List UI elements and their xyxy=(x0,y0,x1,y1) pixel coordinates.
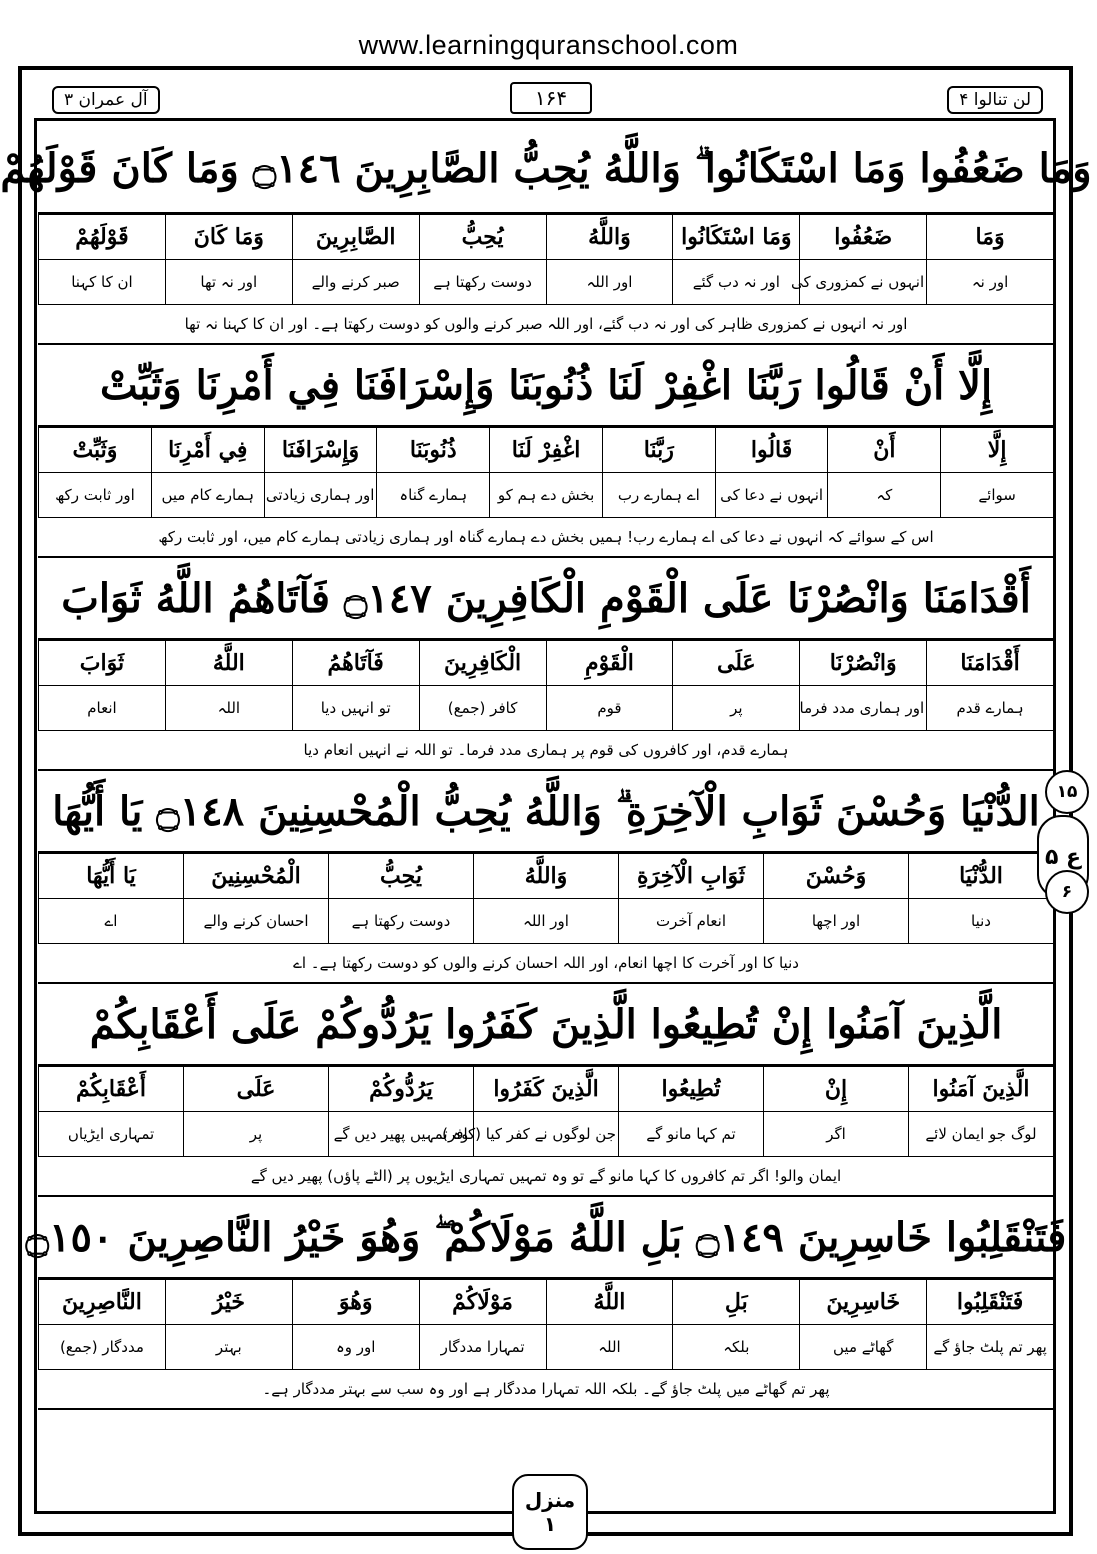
manzil-label: منزل xyxy=(524,1488,576,1512)
para-name: لن تنالوا ۴ xyxy=(947,86,1043,114)
urdu-word: جن لوگوں نے کفر کیا (کافر) xyxy=(474,1112,619,1157)
arabic-word: وَمَا كَانَ xyxy=(165,215,292,260)
arabic-word: خَيْرُ xyxy=(165,1280,292,1325)
manzil-number: ۱ xyxy=(543,1512,557,1536)
urdu-word: مددگار (جمع) xyxy=(39,1325,166,1370)
arabic-word: أَقْدَامَنَا xyxy=(927,641,1054,686)
word-translation-table xyxy=(38,214,1054,305)
arabic-word: وَهُوَ xyxy=(292,1280,419,1325)
arabic-word: اللَّهُ xyxy=(165,641,292,686)
urdu-word: ہمارے گناہ xyxy=(377,473,490,518)
arabic-word: وَاللَّهُ xyxy=(546,215,673,260)
urdu-word: تمہارا مددگار xyxy=(419,1325,546,1370)
urdu-words-row xyxy=(39,1325,1054,1370)
ayah-line: الَّذِينَ آمَنُوا إِنْ تُطِيعُوا الَّذِينَ كَفَرُوا يَرُدُّوكُمْ عَلَى أَعْقَابِكُمْ xyxy=(38,984,1054,1066)
urdu-word: انہوں نے دعا کی xyxy=(715,473,828,518)
arabic-word: ضَعُفُوا xyxy=(800,215,927,260)
arabic-word: الْكَافِرِينَ xyxy=(419,641,546,686)
urdu-word: صبر کرنے والے xyxy=(292,260,419,305)
arabic-word: الْقَوْمِ xyxy=(546,641,673,686)
arabic-word: رَبَّنَا xyxy=(602,428,715,473)
urdu-word: اور نہ دب گئے xyxy=(673,260,800,305)
arabic-word: قَوْلَهُمْ xyxy=(39,215,166,260)
arabic-word: الصَّابِرِينَ xyxy=(292,215,419,260)
arabic-word: وَانْصُرْنَا xyxy=(800,641,927,686)
arabic-word: يُحِبُّ xyxy=(329,854,474,899)
urdu-word: بلکہ xyxy=(673,1325,800,1370)
urdu-word: کافر (جمع) xyxy=(419,686,546,731)
arabic-word: ذُنُوبَنَا xyxy=(377,428,490,473)
urdu-word: دنیا xyxy=(909,899,1054,944)
urdu-word: سوائے xyxy=(941,473,1054,518)
arabic-word: وَحُسْنَ xyxy=(764,854,909,899)
urdu-word: پھر تم پلٹ جاؤ گے xyxy=(927,1325,1054,1370)
urdu-word: اور نہ تھا xyxy=(165,260,292,305)
word-translation-table xyxy=(38,1066,1054,1157)
arabic-word: وَمَا اسْتَكَانُوا xyxy=(673,215,800,260)
ayah-line: الدُّنْيَا وَحُسْنَ ثَوَابِ الْآخِرَةِ ۗ وَاللَّهُ يُحِبُّ الْمُحْسِنِينَ ۝١٤٨ يَا أَيُّهَا xyxy=(38,771,1054,853)
urdu-words-row xyxy=(39,260,1054,305)
urdu-words-row xyxy=(39,1112,1054,1157)
arabic-word: الَّذِينَ كَفَرُوا xyxy=(474,1067,619,1112)
arabic-words-row xyxy=(39,1280,1054,1325)
urdu-word: انہوں نے کمزوری کی xyxy=(800,260,927,305)
urdu-word: اور اللہ xyxy=(474,899,619,944)
arabic-word: وَإِسْرَافَنَا xyxy=(264,428,377,473)
arabic-word: أَعْقَابِكُمْ xyxy=(39,1067,184,1112)
urdu-word: انعام آخرت xyxy=(619,899,764,944)
urdu-words-row xyxy=(39,473,1054,518)
urdu-word: کہ xyxy=(828,473,941,518)
site-url: www.learningquranschool.com xyxy=(358,30,739,60)
urdu-word: اور ہماری زیادتی xyxy=(264,473,377,518)
arabic-word: فِي أَمْرِنَا xyxy=(151,428,264,473)
word-translation-table xyxy=(38,640,1054,731)
urdu-word: اور اچھا xyxy=(764,899,909,944)
translation-line: اور نہ انہوں نے کمزوری ظاہر کی اور نہ دب گئے، اور اللہ صبر کرنے والوں کو دوست رکھتا ہے۔ اور ان کا کہنا نہ تھا xyxy=(38,305,1054,345)
urdu-word: تم کہا مانو گے xyxy=(619,1112,764,1157)
urdu-word: قوم xyxy=(546,686,673,731)
ruku-count-bottom: ۶ xyxy=(1045,870,1089,914)
urdu-word: دوست رکھتا ہے xyxy=(419,260,546,305)
urdu-word: دوست رکھتا ہے xyxy=(329,899,474,944)
translation-line: اس کے سوائے کہ انہوں نے دعا کی اے ہمارے رب! ہمیں بخش دے ہمارے گناہ اور ہماری زیادتی ہمارے کام میں، اور ثابت رکھ xyxy=(38,518,1054,558)
translation-line: ہمارے قدم، اور کافروں کی قوم پر ہماری مدد فرما۔ تو اللہ نے انہیں انعام دیا xyxy=(38,731,1054,771)
word-translation-table xyxy=(38,427,1054,518)
urdu-word: اگر xyxy=(764,1112,909,1157)
urdu-word: اور نہ xyxy=(927,260,1054,305)
arabic-word: اغْفِرْ لَنَا xyxy=(490,428,603,473)
urdu-word: اور ہماری مدد فرما xyxy=(800,686,927,731)
arabic-word: فَتَنْقَلِبُوا xyxy=(927,1280,1054,1325)
arabic-word: الَّذِينَ آمَنُوا xyxy=(909,1067,1054,1112)
arabic-word: إِلَّا xyxy=(941,428,1054,473)
arabic-words-row xyxy=(39,1067,1054,1112)
arabic-word: اللَّهُ xyxy=(546,1280,673,1325)
arabic-word: الْمُحْسِنِينَ xyxy=(184,854,329,899)
urdu-word: تو انہیں دیا xyxy=(292,686,419,731)
arabic-word: أَنْ xyxy=(828,428,941,473)
ayah-line: وَمَا ضَعُفُوا وَمَا اسْتَكَانُوا ۗ وَاللَّهُ يُحِبُّ الصَّابِرِينَ ۝١٤٦ وَمَا كَانَ قَوْلَهُمْ xyxy=(38,124,1054,214)
arabic-word: وَمَا xyxy=(927,215,1054,260)
urdu-word: لوگ جو ایمان لائے xyxy=(909,1112,1054,1157)
urdu-word: پر xyxy=(184,1112,329,1157)
urdu-word: انعام xyxy=(39,686,166,731)
translation-line: ایمان والو! اگر تم کافروں کا کہا مانو گے تو وہ تمہیں تمہاری ایڑیوں پر (الٹے پاؤں) پھیر دیں گے xyxy=(38,1157,1054,1197)
arabic-word: قَالُوا xyxy=(715,428,828,473)
urdu-words-row xyxy=(39,686,1054,731)
urdu-word: اے xyxy=(39,899,184,944)
arabic-word: عَلَى xyxy=(184,1067,329,1112)
arabic-words-row xyxy=(39,854,1054,899)
manzil-marker xyxy=(512,1474,588,1550)
urdu-word: پر xyxy=(673,686,800,731)
translation-line: دنیا کا اور آخرت کا اچھا انعام، اور اللہ احسان کرنے والوں کو دوست رکھتا ہے۔ اے xyxy=(38,944,1054,984)
urdu-word: ہمارے کام میں xyxy=(151,473,264,518)
arabic-word: يَا أَيُّهَا xyxy=(39,854,184,899)
translation-line: پھر تم گھاٹے میں پلٹ جاؤ گے۔ بلکہ اللہ تمہارا مددگار ہے اور وہ سب سے بہتر مددگار ہے۔ xyxy=(38,1370,1054,1410)
arabic-word: مَوْلَاكُمْ xyxy=(419,1280,546,1325)
word-translation-table xyxy=(38,1279,1054,1370)
arabic-word: الدُّنْيَا xyxy=(909,854,1054,899)
arabic-word: ثَوَابِ الْآخِرَةِ xyxy=(619,854,764,899)
arabic-words-row xyxy=(39,215,1054,260)
arabic-word: ثَوَابَ xyxy=(39,641,166,686)
urdu-word: اللہ xyxy=(546,1325,673,1370)
page-number: ۱۶۴ xyxy=(510,82,592,114)
urdu-word: تمہاری ایڑیاں xyxy=(39,1112,184,1157)
arabic-word: يُحِبُّ xyxy=(419,215,546,260)
arabic-word: فَآتَاهُمُ xyxy=(292,641,419,686)
word-translation-table xyxy=(38,853,1054,944)
urdu-word: اور اللہ xyxy=(546,260,673,305)
urdu-word: احسان کرنے والے xyxy=(184,899,329,944)
ayah-line: فَتَنْقَلِبُوا خَاسِرِينَ ۝١٤٩ بَلِ اللَّهُ مَوْلَاكُمْ ۖ وَهُوَ خَيْرُ النَّاصِرِينَ ۝١٥٠ xyxy=(38,1197,1054,1279)
ruku-count-top: ۱۵ xyxy=(1045,770,1089,814)
ruku-marker: ع ۵ xyxy=(1037,815,1089,899)
arabic-word: تُطِيعُوا xyxy=(619,1067,764,1112)
ayah-line: أَقْدَامَنَا وَانْصُرْنَا عَلَى الْقَوْمِ الْكَافِرِينَ ۝١٤٧ فَآتَاهُمُ اللَّهُ ثَوَابَ xyxy=(38,558,1054,640)
urdu-word: گھاٹے میں xyxy=(800,1325,927,1370)
urdu-word: ہمارے قدم xyxy=(927,686,1054,731)
urdu-word: وہ تمہیں پھیر دیں گے xyxy=(329,1112,474,1157)
arabic-word: يَرُدُّوكُمْ xyxy=(329,1067,474,1112)
urdu-word: اور ثابت رکھ xyxy=(39,473,152,518)
arabic-word: وَثَبِّتْ xyxy=(39,428,152,473)
arabic-word: بَلِ xyxy=(673,1280,800,1325)
urdu-word: بہتر xyxy=(165,1325,292,1370)
urdu-word: بخش دے ہم کو xyxy=(490,473,603,518)
arabic-words-row xyxy=(39,641,1054,686)
urdu-word: اے ہمارے رب xyxy=(602,473,715,518)
arabic-word: النَّاصِرِينَ xyxy=(39,1280,166,1325)
arabic-word: عَلَى xyxy=(673,641,800,686)
urdu-words-row xyxy=(39,899,1054,944)
arabic-word: خَاسِرِينَ xyxy=(800,1280,927,1325)
arabic-word: إِنْ xyxy=(764,1067,909,1112)
surah-name: آل عمران ۳ xyxy=(52,86,160,114)
urdu-word: اللہ xyxy=(165,686,292,731)
ayah-line: إِلَّا أَنْ قَالُوا رَبَّنَا اغْفِرْ لَنَا ذُنُوبَنَا وَإِسْرَافَنَا فِي أَمْرِنَا وَثَبِّتْ xyxy=(38,345,1054,427)
arabic-words-row xyxy=(39,428,1054,473)
arabic-word: وَاللَّهُ xyxy=(474,854,619,899)
urdu-word: اور وہ xyxy=(292,1325,419,1370)
urdu-word: ان کا کہنا xyxy=(39,260,166,305)
